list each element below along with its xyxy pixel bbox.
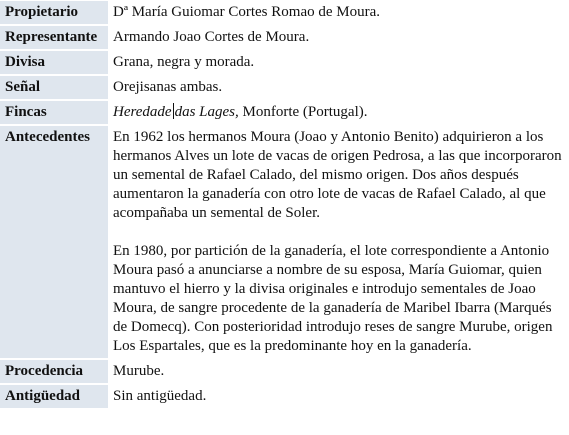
row-representante xyxy=(0,26,569,49)
label-antiguedad: Antigüedad xyxy=(0,385,108,408)
label-senal: Señal xyxy=(0,76,108,99)
value-fincas xyxy=(108,101,569,124)
fincas-location: Monforte (Portugal). xyxy=(238,104,368,120)
value-procedencia: Murube. xyxy=(108,360,569,383)
label-propietario: Propietario xyxy=(0,1,108,24)
value-antiguedad: Sin antigüedad. xyxy=(108,385,569,408)
row-procedencia xyxy=(0,360,569,383)
label-fincas: Fincas xyxy=(0,101,108,124)
value-divisa: Grana, negra y morada. xyxy=(108,51,569,74)
value-propietario: Dª María Guiomar Cortes Romao de Moura. xyxy=(108,1,569,24)
label-divisa: Divisa xyxy=(0,51,108,74)
row-fincas xyxy=(0,101,569,124)
label-procedencia: Procedencia xyxy=(0,360,108,383)
label-antecedentes: Antecedentes xyxy=(0,126,108,358)
fincas-name-part-2: das Lages, xyxy=(174,104,239,120)
row-senal xyxy=(0,76,569,99)
row-divisa xyxy=(0,51,569,74)
row-propietario xyxy=(0,1,569,24)
value-senal: Orejisanas ambas. xyxy=(108,76,569,99)
fincas-name-part-1: Heredade xyxy=(113,104,172,120)
antecedentes-paragraph-1: En 1962 los hermanos Moura (Joao y Antonio Benito) adquirieron a los hermanos Alves un lote de vacas de origen Pedrosa, a las que incorporaron un semental de Rafael Calado, del mismo origen. Dos años después aumentaron la ganadería con otro lote de vacas de Rafael Calado, al que acompañaba un semental de Soler. xyxy=(113,129,562,221)
text-cursor-icon xyxy=(173,103,174,119)
label-representante: Representante xyxy=(0,26,108,49)
row-antiguedad xyxy=(0,385,569,408)
antecedentes-paragraph-2: En 1980, por partición de la ganadería, el lote correspondiente a Antonio Moura pasó a anunciarse a nombre de su esposa, María Guiomar, quien mantuvo el hierro y la divisa originales e introdujo sementales de Joao Moura, de sangre procedente de la ganadería de Maribel Ibarra (Marqués de Domecq). Con posterioridad introdujo reses de sangre Murube, origen Los Espartales, que es la predominante hoy en la ganadería. xyxy=(113,243,553,354)
row-antecedentes xyxy=(0,126,569,358)
value-representante: Armando Joao Cortes de Moura. xyxy=(108,26,569,49)
value-antecedentes xyxy=(108,126,569,358)
